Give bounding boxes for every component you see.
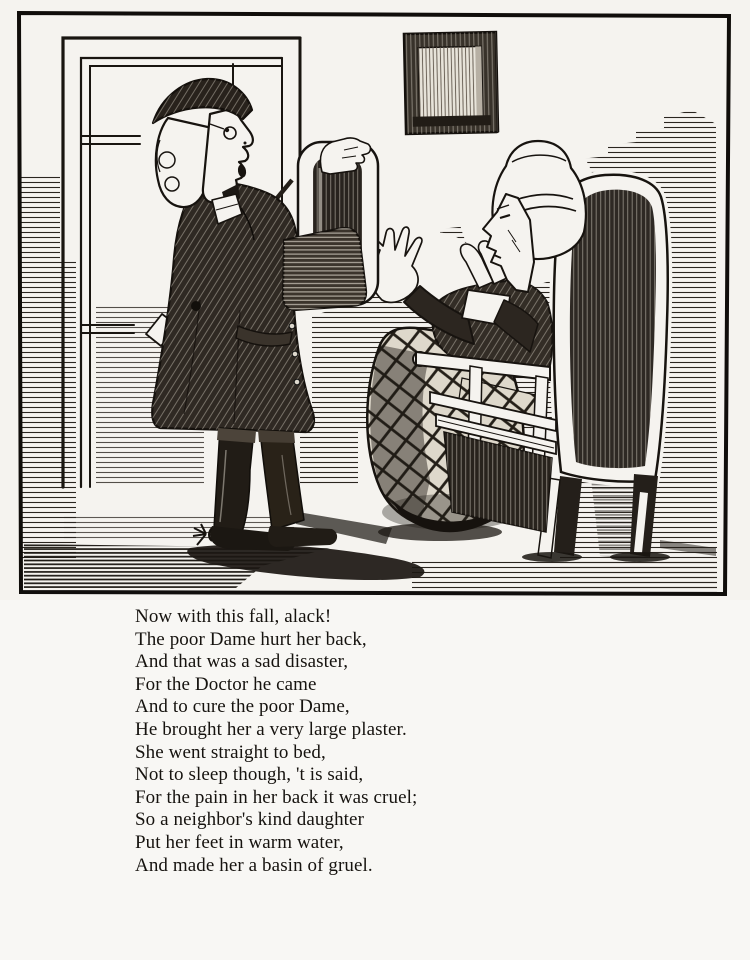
window [404,32,498,134]
coat-button [289,323,295,329]
coat-button [294,379,300,385]
poem-line: So a neighbor's kind daughter [135,809,365,831]
poem-line: Put her feet in warm water, [135,831,344,853]
poem-line: The poor Dame hurt her back, [135,628,367,650]
poem [135,606,417,877]
poem-line: And to cure the poor Dame, [135,696,350,718]
poem-line: Now with this fall, alack! [135,606,332,627]
poem-line: And that was a sad disaster, [135,651,349,673]
poem-line: She went straight to bed, [135,741,326,763]
poem-line: For the pain in her back it was cruel; [135,786,418,808]
poem-line: And made her a basin of gruel. [135,854,373,876]
doctor-boot [268,526,337,547]
poem-line: For the Doctor he came [135,673,317,695]
poem-line: Not to sleep though, 't is said, [135,764,364,786]
poem-line: He brought her a very large plaster. [135,718,407,740]
coat-button [292,351,298,357]
